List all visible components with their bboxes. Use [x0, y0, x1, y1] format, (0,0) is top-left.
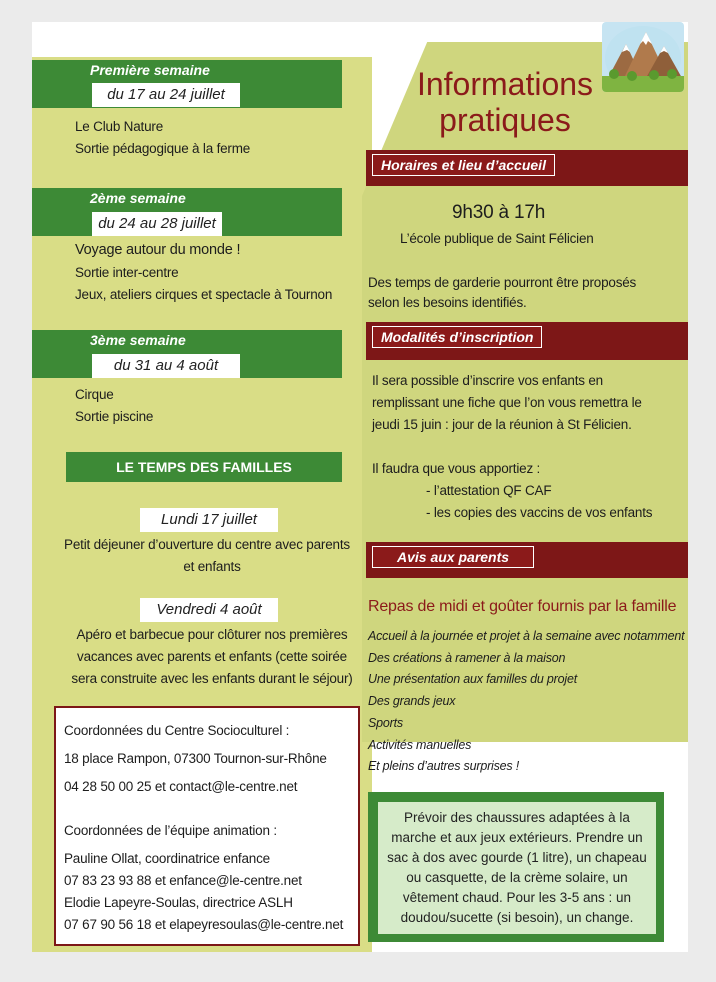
notice-banner [366, 542, 688, 578]
week1-dates: du 17 au 24 juillet [92, 83, 240, 107]
registration-label: Modalités d’inscription [372, 326, 542, 348]
advice-text: Prévoir des chaussures adaptées à la marche et aux jeux extérieurs. Prendre un sac à dos avec gourde (1 litre), un chapeau ou casquette, de la crème solaire, un vêtement chaud. Pour les 3-5 ans : un doudou/sucette (si besoin), un change. [378, 802, 656, 934]
week2-heading: 2ème semaine [90, 190, 186, 206]
week2-line-2: Sortie inter-centre [75, 265, 179, 280]
hours-note-1: Des temps de garderie pourront être proposés [368, 275, 637, 290]
registration-text-1: Il sera possible d’inscrire vos enfants en [372, 373, 603, 388]
mountains-icon [602, 22, 684, 92]
center-phone-email: 04 28 50 00 25 et contact@le-centre.net [64, 779, 298, 794]
center-coordinates-title: Coordonnées du Centre Socioculturel : [64, 723, 290, 738]
hours-note-2: selon les besoins identifiés. [368, 295, 527, 310]
registration-text-4: Il faudra que vous apportiez : [372, 461, 541, 476]
registration-text-3: jeudi 15 juin : jour de la réunion à St Félicien. [372, 417, 632, 432]
families-event2-text-2: vacances avec parents et enfants (cette soirée [77, 649, 347, 664]
mountains-logo [602, 22, 684, 92]
week2-line-3: Jeux, ateliers cirques et spectacle à Tournon [75, 287, 333, 302]
coordinates-box [54, 706, 360, 946]
registration-item-2: - les copies des vaccins de vos enfants [426, 505, 653, 520]
page-title: Informations pratiques [416, 66, 594, 138]
notice-item: Accueil à la journée et projet à la semaine avec notamment [368, 629, 685, 643]
notice-headline: Repas de midi et goûter fournis par la famille [368, 598, 677, 615]
notice-label: Avis aux parents [372, 546, 534, 568]
advice-box [368, 792, 664, 942]
registration-item-1: - l’attestation QF CAF [426, 483, 552, 498]
person1-contact: 07 83 23 93 88 et enfance@le-centre.net [64, 873, 302, 888]
week1-heading: Première semaine [90, 62, 210, 78]
week1-line-2: Sortie pédagogique à la ferme [75, 141, 251, 156]
families-event2-text-1: Apéro et barbecue pour clôturer nos premières [76, 627, 348, 642]
week3-dates: du 31 au 4 août [92, 354, 240, 378]
week2-line-1: Voyage autour du monde ! [75, 242, 241, 258]
center-address: 18 place Rampon, 07300 Tournon-sur-Rhône [64, 751, 327, 766]
families-event1-date: Lundi 17 juillet [140, 508, 278, 532]
flyer-page [32, 22, 688, 952]
families-event2-text-3: sera construite avec les enfants durant le séjour) [71, 671, 353, 686]
week3-heading: 3ème semaine [90, 332, 186, 348]
notice-item: Des grands jeux [368, 694, 456, 709]
team-coordinates-title: Coordonnées de l’équipe animation : [64, 823, 277, 838]
notice-list [368, 626, 684, 778]
notice-item: Une présentation aux familles du projet [368, 672, 577, 687]
notice-item: Activités manuelles [368, 737, 472, 752]
registration-banner [366, 322, 688, 360]
person2-contact: 07 67 90 56 18 et elapeyresoulas@le-centre.net [64, 917, 344, 932]
families-event1-text-2: et enfants [183, 559, 241, 574]
person1-name: Pauline Ollat, coordinatrice enfance [64, 851, 270, 866]
person2-name: Elodie Lapeyre-Soulas, directrice ASLH [64, 895, 293, 910]
notice-item: Sports [368, 715, 403, 730]
week1-line-1: Le Club Nature [75, 119, 164, 134]
week3-line-1: Cirque [75, 387, 114, 402]
week3-line-2: Sortie piscine [75, 409, 154, 424]
hours-banner [366, 150, 688, 186]
notice-item: Et pleins d’autres surprises ! [368, 759, 520, 774]
registration-text-2: remplissant une fiche que l’on vous remettra le [372, 395, 642, 410]
week2-dates: du 24 au 28 juillet [92, 212, 222, 236]
notice-item: Des créations à ramener à la maison [368, 650, 566, 665]
hours-time: 9h30 à 17h [452, 202, 546, 223]
hours-label: Horaires et lieu d’accueil [372, 154, 555, 176]
families-banner: LE TEMPS DES FAMILLES [66, 452, 342, 482]
families-event1-text-1: Petit déjeuner d’ouverture du centre avec parents [64, 537, 350, 552]
families-event2-date: Vendredi 4 août [140, 598, 278, 622]
hours-place: L’école publique de Saint Félicien [400, 231, 594, 246]
